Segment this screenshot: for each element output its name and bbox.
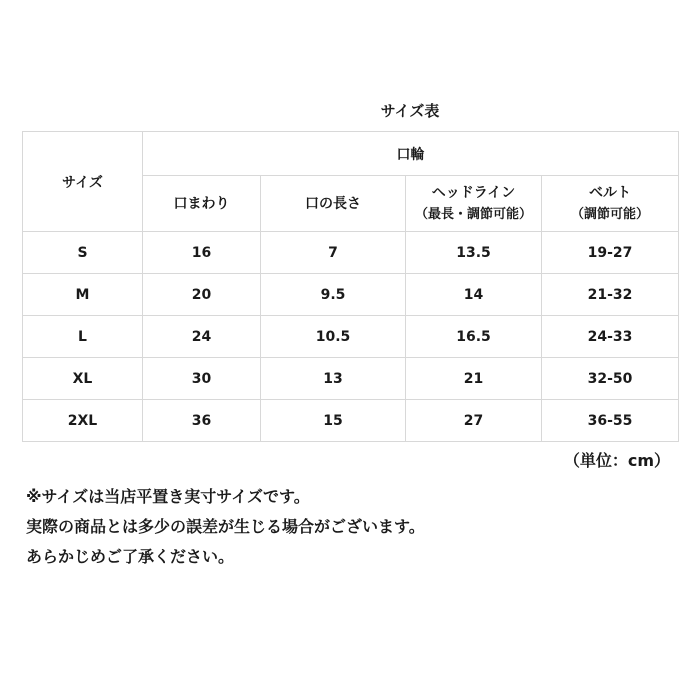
- table-cell: 27: [406, 400, 542, 442]
- table-row: [23, 274, 679, 316]
- column-header-line1: 口の長さ: [305, 195, 361, 212]
- column-header-line1: ベルト: [589, 184, 631, 201]
- note-line: あらかじめご了承ください。: [26, 547, 235, 566]
- table-row: [23, 232, 679, 274]
- column-header-belt: [542, 176, 679, 232]
- muzzle-group-header: 口輪: [143, 132, 679, 176]
- column-header-line2: （調節可能）: [570, 206, 649, 222]
- table-cell: 10.5: [261, 316, 406, 358]
- column-header-mouth-length: [261, 176, 406, 232]
- table-cell: 15: [261, 400, 406, 442]
- table-cell: 36: [143, 400, 261, 442]
- note-line: ※サイズは当店平置き実寸サイズです。: [26, 487, 310, 506]
- table-cell: 14: [406, 274, 542, 316]
- table-cell: 16: [143, 232, 261, 274]
- table-cell: 7: [261, 232, 406, 274]
- column-header-headline: [406, 176, 542, 232]
- table-cell: 32-50: [542, 358, 679, 400]
- column-header-line2: （最長・調節可能）: [414, 206, 532, 222]
- size-cell: 2XL: [23, 400, 143, 442]
- table-cell: 9.5: [261, 274, 406, 316]
- size-table: [22, 131, 679, 442]
- table-cell: 13.5: [406, 232, 542, 274]
- notes: [26, 482, 425, 572]
- table-cell: 20: [143, 274, 261, 316]
- size-cell: M: [23, 274, 143, 316]
- table-cell: 13: [261, 358, 406, 400]
- column-header-line1: 口まわり: [173, 195, 230, 212]
- size-cell: XL: [23, 358, 143, 400]
- size-cell: S: [23, 232, 143, 274]
- table-row: [23, 358, 679, 400]
- table-cell: 19-27: [542, 232, 679, 274]
- table-cell: 24: [143, 316, 261, 358]
- table-cell: 30: [143, 358, 261, 400]
- table-cell: 21: [406, 358, 542, 400]
- table-cell: 21-32: [542, 274, 679, 316]
- size-column-header: サイズ: [23, 132, 143, 232]
- column-header-mouth-circumference: [143, 176, 261, 232]
- table-cell: 16.5: [406, 316, 542, 358]
- column-header-line1: ヘッドライン: [431, 184, 516, 201]
- table-title: サイズ表: [380, 102, 440, 120]
- table-cell: 24-33: [542, 316, 679, 358]
- unit-label: （単位：cm）: [563, 451, 670, 470]
- note-line: 実際の商品とは多少の誤差が生じる場合がございます。: [26, 517, 425, 536]
- table-row: [23, 316, 679, 358]
- size-cell: L: [23, 316, 143, 358]
- table-row: [23, 400, 679, 442]
- table-cell: 36-55: [542, 400, 679, 442]
